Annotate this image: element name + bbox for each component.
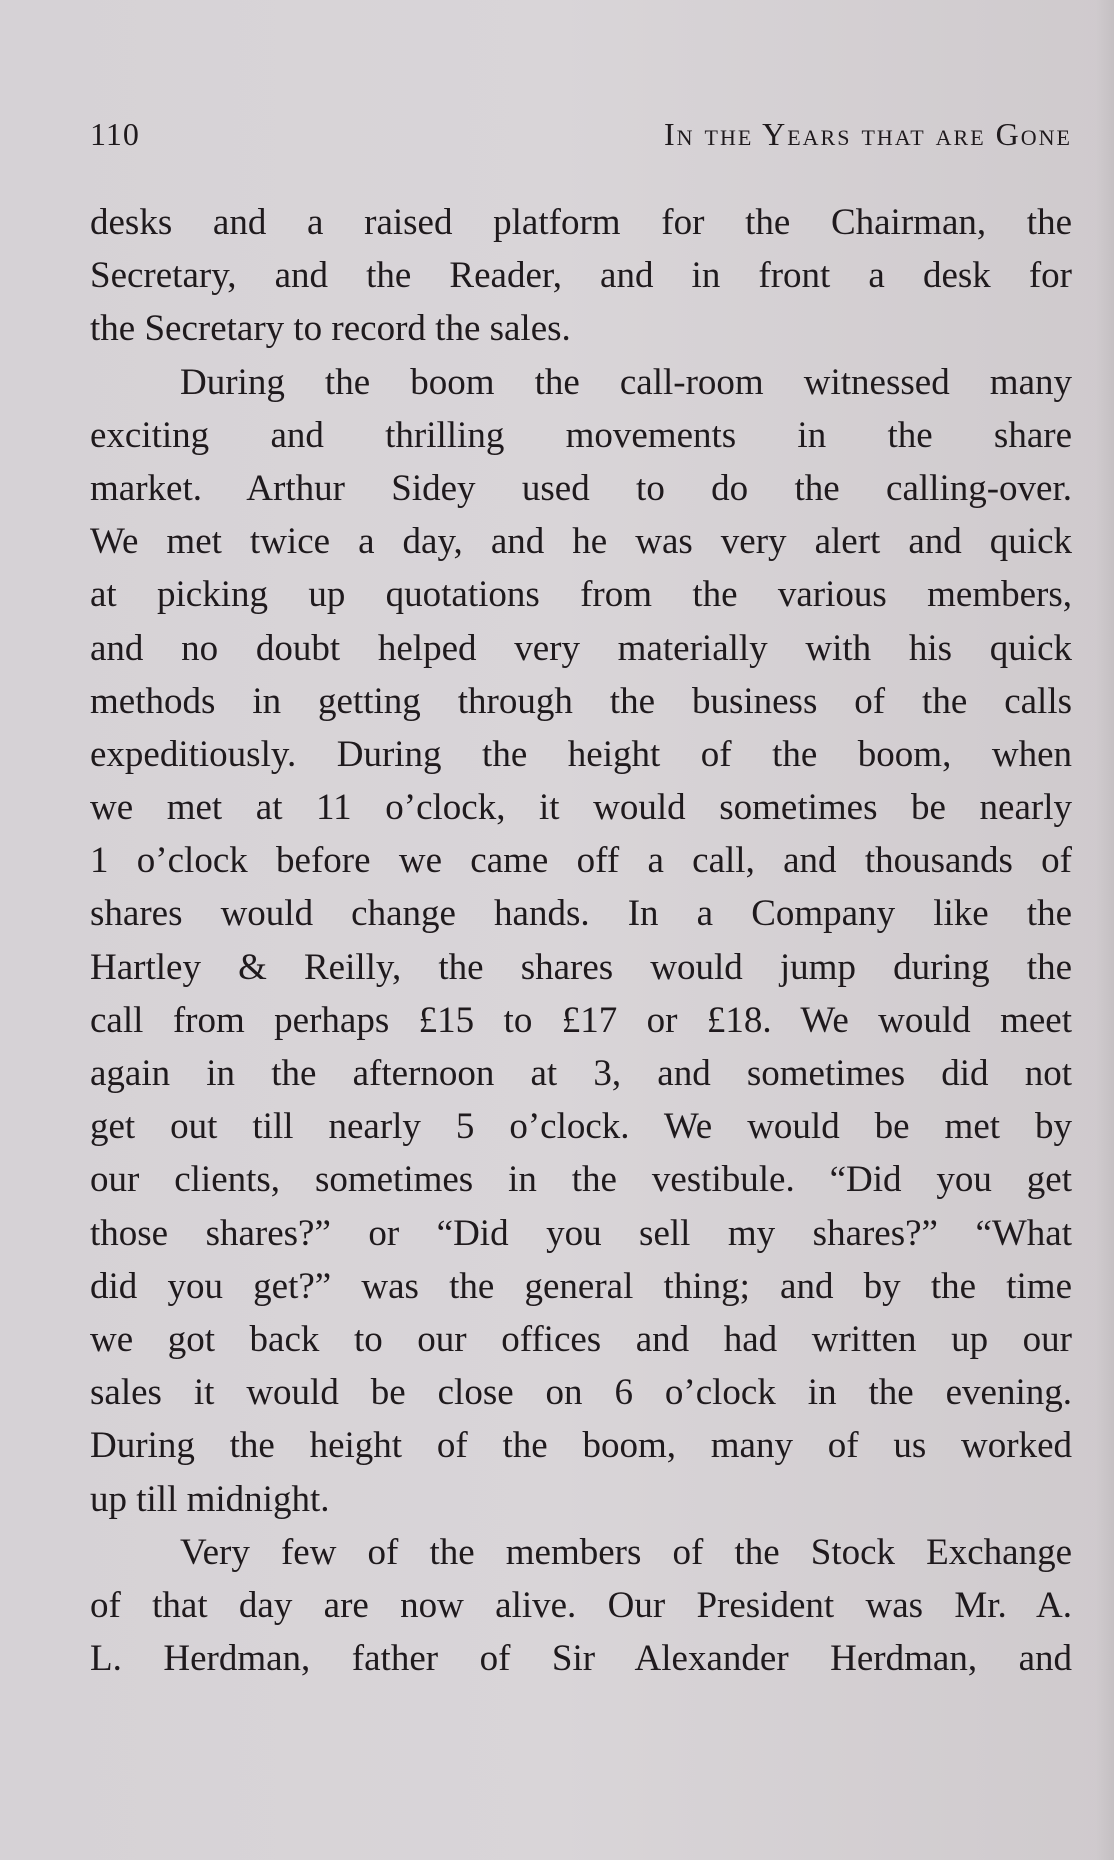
running-head bbox=[90, 112, 1072, 156]
text-line: our clients, sometimes in the vestibule. “Did you get bbox=[90, 1159, 1072, 1201]
text-line: During the height of the boom, many of us worked bbox=[90, 1425, 1072, 1467]
text-line: we got back to our offices and had written up our bbox=[90, 1318, 1072, 1360]
text-line: get out till nearly 5 o’clock. We would be met by bbox=[90, 1106, 1072, 1148]
text-line: methods in getting through the business of the calls bbox=[90, 680, 1072, 722]
text-line: L. Herdman, father of Sir Alexander Herdman, and bbox=[90, 1638, 1072, 1680]
text-line: we met at 11 o’clock, it would sometimes be nearly bbox=[90, 787, 1072, 829]
running-title: In the Years that are Gone bbox=[663, 116, 1072, 152]
text-line: and no doubt helped very materially with his quick bbox=[90, 627, 1072, 669]
text-line: Very few of the members of the Stock Exchange bbox=[180, 1531, 1072, 1573]
text-line: the Secretary to record the sales. bbox=[90, 308, 571, 350]
text-line: up till midnight. bbox=[90, 1478, 330, 1520]
text-line: We met twice a day, and he was very alert and quick bbox=[90, 521, 1072, 563]
text-line: again in the afternoon at 3, and sometimes did not bbox=[90, 1053, 1072, 1094]
page-number: 110 bbox=[90, 116, 140, 152]
body-text bbox=[90, 196, 1072, 1685]
text-line: those shares?” or “Did you sell my shares?” “What bbox=[90, 1212, 1072, 1254]
text-line: call from perhaps £15 to £17 or £18. We would meet bbox=[90, 999, 1072, 1041]
text-line: During the boom the call-room witnessed many bbox=[180, 361, 1072, 403]
text-line: shares would change hands. In a Company like the bbox=[90, 893, 1072, 935]
text-line: 1 o’clock before we came off a call, and thousands of bbox=[90, 840, 1072, 882]
text-line: desks and a raised platform for the Chairman, the bbox=[90, 202, 1072, 243]
text-line: Secretary, and the Reader, and in front a desk for bbox=[90, 255, 1072, 297]
text-line: at picking up quotations from the various members, bbox=[90, 574, 1072, 616]
text-line: exciting and thrilling movements in the share bbox=[90, 414, 1072, 456]
text-line: expeditiously. During the height of the boom, when bbox=[90, 733, 1072, 775]
text-line: of that day are now alive. Our President was Mr. A. bbox=[90, 1584, 1072, 1626]
text-line: market. Arthur Sidey used to do the calling-over. bbox=[90, 467, 1072, 509]
text-line: did you get?” was the general thing; and by the time bbox=[90, 1265, 1072, 1307]
text-line: sales it would be close on 6 o’clock in the evening. bbox=[90, 1372, 1072, 1414]
text-line: Hartley & Reilly, the shares would jump during the bbox=[90, 946, 1072, 988]
page-edge-shadow bbox=[1096, 0, 1114, 1860]
